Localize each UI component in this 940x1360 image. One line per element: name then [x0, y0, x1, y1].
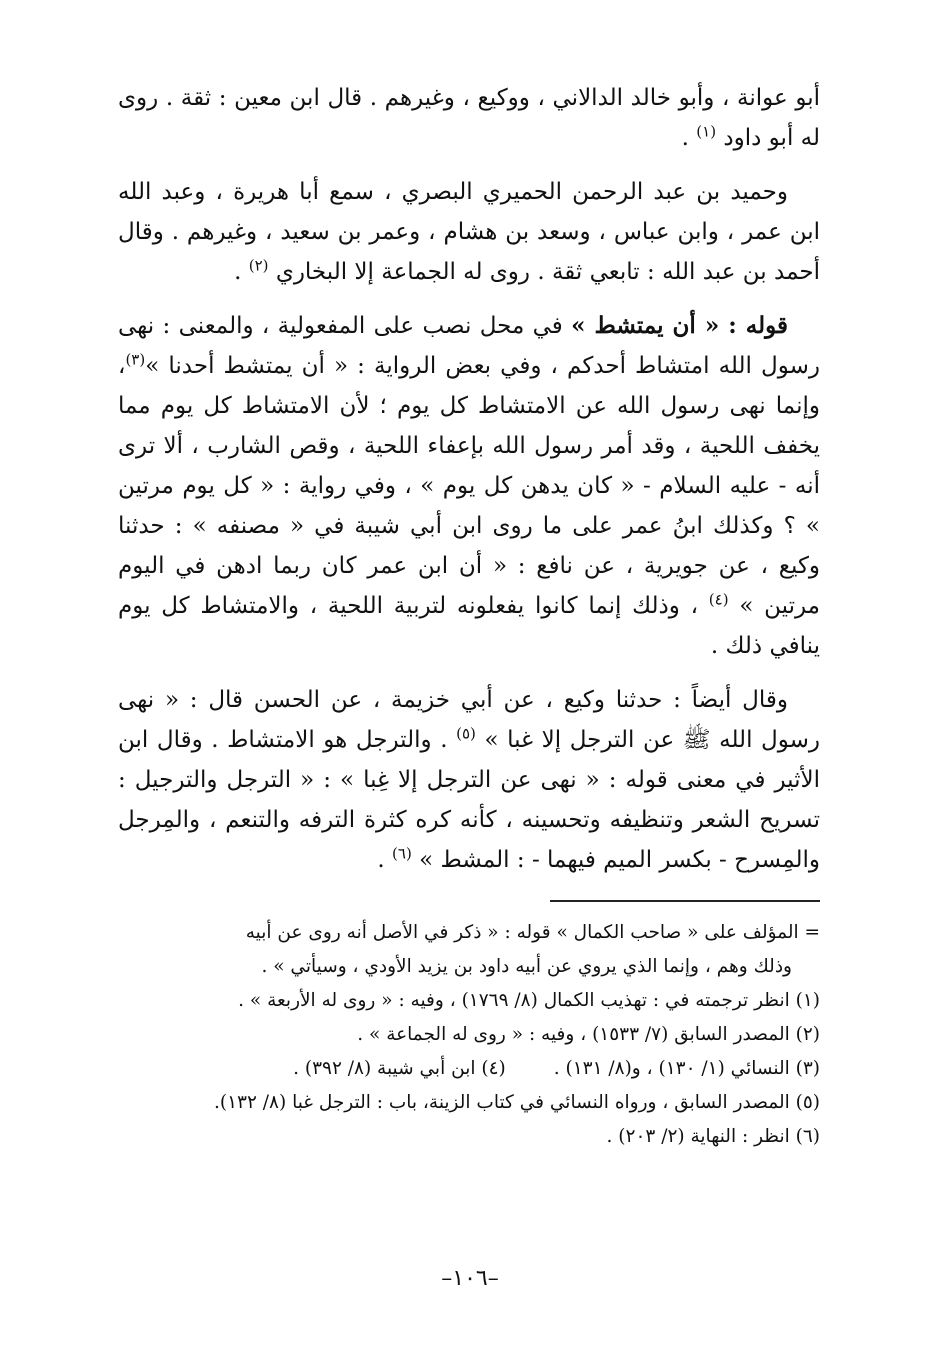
page-number: –١٠٦–: [441, 1266, 499, 1291]
footnote-continuation-2: وذلك وهم ، وإنما الذي يروي عن أبيه داود بن يزيد الأودي ، وسيأتي » .: [261, 956, 792, 977]
paragraph-1: [118, 78, 820, 158]
paragraph-3-tail: ، وإنما نهى رسول الله عن الامتشاط كل يوم ؛ لأن الامتشاط كل يوم مما يخفف اللحية ، وقد أمر رسول الله بإعفاء اللحية ، وقص الشارب ، ألا ترى أنه - عليه السلام - « كان يدهن كل يوم » ، وفي رواية : « كل يوم مرتين » ؟ وكذلك ابنُ عمر على ما روى ابن أبي شيبة في « مصنفه » : حدثنا وكيع ، عن جويرية ، عن نافع : « أن ابن عمر كان ربما ادهن في اليوم مرتين »: [118, 353, 820, 619]
footnote-3-4: [118, 1052, 820, 1086]
footnote-6: (٦) انظر : النهاية (٢/ ٢٠٣) .: [606, 1126, 820, 1147]
paragraph-4: [118, 680, 820, 880]
paragraph-3-tail2: ، وذلك إنما كانوا يفعلونه لتربية اللحية ، والامتشاط كل يوم ينافي ذلك .: [118, 593, 820, 659]
footnote-continuation-1: = المؤلف على « صاحب الكمال » قوله : « ذكر في الأصل أنه روى عن أبيه: [245, 922, 820, 943]
paragraph-2-text: وحميد بن عبد الرحمن الحميري البصري ، سمع أبا هريرة ، وعبد الله ابن عمر ، وابن عباس ، وسعد بن هشام ، وعمر بن سعيد ، وغيرهم . وقال أحمد بن عبد الله : تابعي ثقة . روى له الجماعة إلا البخاري: [118, 179, 820, 285]
footnote-5: (٥) المصدر السابق ، ورواه النسائي في كتاب الزينة، باب : الترجل غبا (٨/ ١٣٢).: [213, 1092, 820, 1113]
page-body: [118, 78, 820, 1154]
footnote-3: (٣) النسائي (١/ ١٣٠) ، و(٨/ ١٣١) .: [553, 1058, 820, 1079]
footnote-ref-6: (٦): [392, 844, 412, 863]
paragraph-3: [118, 306, 820, 666]
footnote-1: (١) انظر ترجمته في : تهذيب الكمال (٨/ ١٧٦٩) ، وفيه : « روى له الأربعة » .: [238, 990, 820, 1011]
paragraph-2-tail: .: [234, 259, 249, 285]
footnote-ref-5: (٥): [456, 724, 476, 743]
paragraph-3-text: في محل نصب على المفعولية ، والمعنى : نهى رسول الله امتشاط أحدكم ، وفي بعض الرواية : « أن يمتشط أحدنا »: [118, 313, 820, 379]
footnote-ref-3: (٣): [125, 350, 146, 369]
footnote-ref-1: (١): [696, 122, 717, 141]
paragraph-2: [118, 172, 820, 292]
paragraph-1-text: أبو عوانة ، وأبو خالد الدالاني ، ووكيع ، وغيرهم . قال ابن معين : ثقة . روى له أبو داود: [118, 85, 820, 151]
footnote-separator: [550, 900, 820, 902]
footnote-ref-2: (٢): [248, 256, 269, 275]
footnotes: [118, 916, 820, 1154]
paragraph-3-lead: قوله : « أن يمتشط »: [571, 312, 788, 339]
paragraph-1-tail: .: [681, 125, 697, 151]
paragraph-4-text: وقال أيضاً : حدثنا وكيع ، عن أبي خزيمة ، عن الحسن قال : « نهى رسول الله ﷺ عن الترجل إلا غبا »: [118, 687, 820, 753]
footnote-ref-4: (٤): [708, 590, 729, 609]
paragraph-4-tail: . والترجل هو الامتشاط . وقال ابن الأثير في معنى قوله : « نهى عن الترجل إلا غِبا » : « الترجل والترجيل : تسريح الشعر وتنظيفه وتحسينه ، كأنه كره كثرة الترفه والتنعم ، والمِرجل والمِسرح - بكسر الميم فيهما - : المشط »: [118, 727, 820, 873]
footnote-2: (٢) المصدر السابق (٧/ ١٥٣٣) ، وفيه : « روى له الجماعة » .: [357, 1024, 820, 1045]
paragraph-4-tail2: .: [377, 847, 393, 873]
main-text: [118, 78, 820, 880]
footnote-4: (٤) ابن أبي شيبة (٨/ ٣٩٢) .: [293, 1058, 506, 1079]
